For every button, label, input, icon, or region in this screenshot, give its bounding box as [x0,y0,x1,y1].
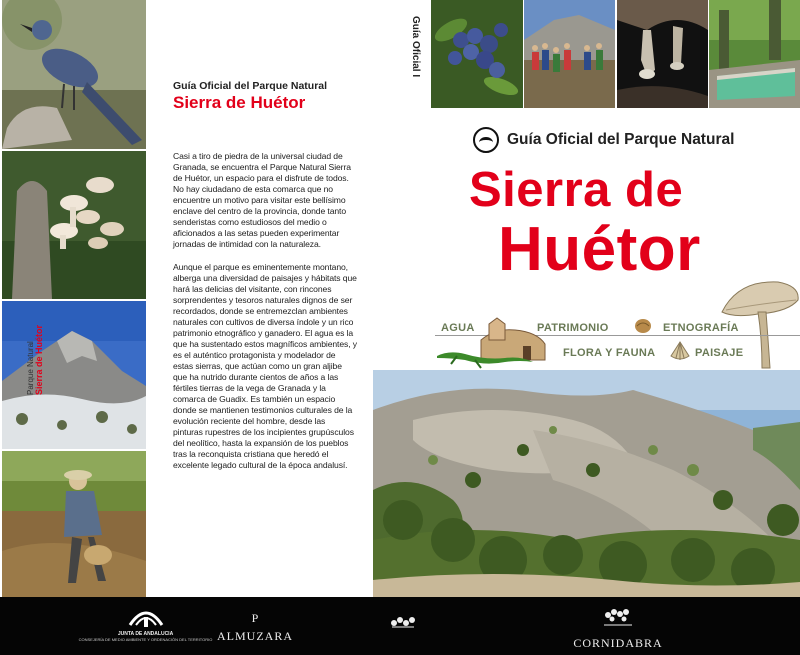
front-cover-title-line-1: Sierra de [469,163,684,217]
back-cover [148,0,373,597]
back-cover-paragraph-1: Casi a tiro de piedra de la universal ciudad de Granada, se encuentra el Parque Natural Sierra de Huétor, un espacio para el disfrute de todos. No hay ciudadano de esta comarca que no encuentre un motivo para visitar este bellísimo enclave del centro de la provincia, donde tanto senderistas como estudiosos del medio o aficionados a las setas pueden experimentar jornadas de intimidad con la naturaleza. [173,151,351,249]
topic-paisaje: PAISAJE [695,347,744,359]
leaf-icon [388,615,418,632]
cornidabra-name: CORNIDABRA [573,636,663,650]
back-cover-photos [0,0,148,597]
photo-hikers [524,0,615,108]
photo-snowy-mountain [2,301,146,449]
almuzara-mark: P [251,611,259,625]
front-cover-photos [431,0,800,108]
publisher-footer [0,597,800,655]
almuzara-name: ALMUZARA [217,629,293,643]
photo-water-trough [709,0,800,108]
photo-landscape [373,370,800,597]
lizard-illustration [435,346,535,370]
photo-farmer [2,451,146,597]
shell-icon [634,318,652,334]
spine-line-1: Parque Natural [26,341,35,395]
spine-line-2: Sierra de Huétor [34,324,44,395]
junta-name: JUNTA DE ANDALUCIA [117,631,174,637]
topic-etnografia: ETNOGRAFÍA [663,322,739,334]
back-cover-paragraph-2: Aunque el parque es eminentemente montano, alberga una diversidad de paisajes y hábitats que hará las delicias del visitante, con rincones sorprendentes y tesoros naturales dignos de ser recordados, donde se entremezclan ambientes naturales con cultivos de diversa índole y un rico patrimonio etnográfico y ganadero. El agua es la que ha sustentado estos magníficos ambientes, y es el auténtico protagonista y modelador de estas sierras, que actúan como un gran aljibe que ha nutrido durante cientos de años a las fértiles tierras de la vega de Granada y la comarca de Guadix. Es también un espacio donde se mantienen testimonios culturales de la evolución reciente del hombre, desde las pinturas rupestres de los incipientes grupúsculos del neolítico, hasta la expansión de los pueblos tras la reconquista cristiana que heredó el excelente legado cultural de la época andalusí. [173,262,357,470]
junta-department: CONSEJERÍA DE MEDIO AMBIENTE Y ORDENACIÓN DEL TERRITORIO [78,637,213,642]
topic-flora-y-fauna: FLORA Y FAUNA [563,347,656,359]
almuzara-logo [215,611,295,644]
cornidabra-emblem-icon [598,609,638,627]
back-cover-title: Sierra de Huétor [173,93,306,112]
photo-mushrooms [2,151,146,299]
spine-title [26,324,96,413]
front-cover-subtitle: Guía Oficial del Parque Natural [507,131,735,148]
book-spine [373,0,431,370]
back-cover-subtitle: Guía Oficial del Parque Natural [173,80,328,92]
park-logo-icon [473,127,499,153]
topic-agua: AGUA [441,322,475,334]
topic-patrimonio: PATRIMONIO [537,322,609,334]
front-cover-title-line-2: Huétor [498,215,701,284]
photo-berries [431,0,523,108]
topics-bar [431,312,800,370]
cornidabra-logo [568,609,668,651]
photo-cave [617,0,708,108]
fossil-icon [669,340,691,362]
junta-de-andalucia-logo [78,605,213,642]
photo-blue-rock-thrush [2,0,146,149]
junta-emblem-icon [128,605,164,629]
front-cover-header [473,127,734,153]
spine-top-text: Guía Oficial I [410,16,421,78]
